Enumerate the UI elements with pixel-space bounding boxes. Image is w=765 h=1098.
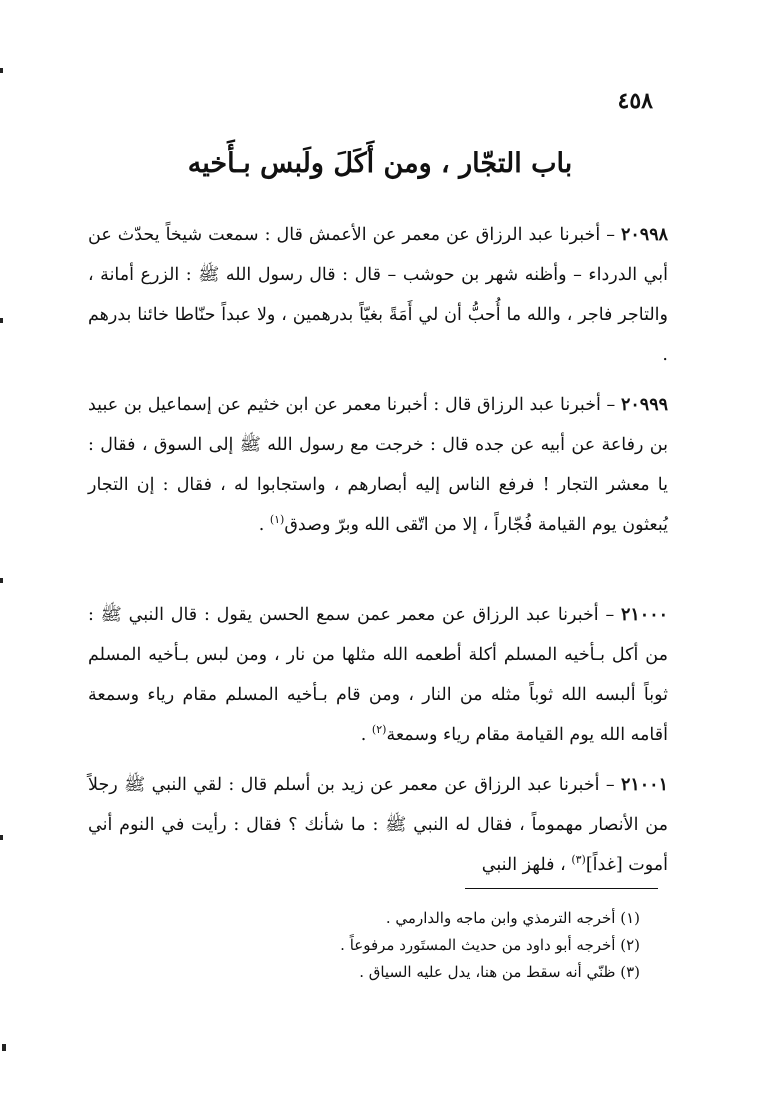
- hadith-text-end: .: [360, 725, 372, 745]
- footnote-reference: (٣): [571, 853, 586, 867]
- scan-margin-mark: [0, 578, 3, 583]
- footnote-text: ظنّي أنه سقط من هنا، يدل عليه السياق .: [359, 963, 616, 981]
- scan-margin-mark: [0, 318, 3, 323]
- chapter-title: باب التجّار ، ومن أَكَلَ ولَبس بـأَخيه: [187, 148, 573, 179]
- hadith-text: – أخبرنا عبد الرزاق عن معمر عمن سمع الحسن يقول : قال النبي ﷺ : من أكل بـأخيه المسلم أكلة أطعمه الله مثلها من نار ، ومن لبس بـأخيه المسلم ثوباً ألبسه الله ثوباً مثله من النار ، ومن قام بـأخيه المسلم مقام رياء وسمعة أقامه الله يوم القيامة مقام رياء وسمعة: [88, 605, 668, 745]
- footnote-marker: (٣): [620, 963, 640, 981]
- hadith-paragraph: [88, 385, 668, 545]
- hadith-text: – أخبرنا عبد الرزاق عن معمر عن زيد بن أسلم قال : لقي النبي ﷺ رجلاً من الأنصار مهموماً ، فقال له النبي ﷺ : ما شأنك ؟ فقال : رأيت في النوم أني أموت [غداً]: [88, 775, 668, 875]
- scan-margin-mark: [0, 68, 3, 73]
- footnote-item: [200, 932, 640, 959]
- footnote-reference: (١): [269, 513, 285, 527]
- footnote-marker: (١): [620, 909, 640, 927]
- hadith-number: ٢١٠٠١: [620, 775, 668, 795]
- hadith-text: – أخبرنا عبد الرزاق عن معمر عن الأعمش قال : سمعت شيخاً يحدّث عن أبي الدرداء – وأظنه شهر بن حوشب – قال : قال رسول الله ﷺ : الزرع أمانة ، والتاجر فاجر ، والله ما أُحبُّ أن لي أَمَةً بغيّاً بدرهمين ، ولا عبداً حنّاطا خائنا بدرهم .: [88, 225, 668, 365]
- footnote-item: [200, 959, 640, 986]
- footnote-marker: (٢): [620, 936, 640, 954]
- hadith-number: ٢٠٩٩٨: [621, 225, 668, 245]
- page-number: ٤٥٨: [617, 88, 653, 114]
- hadith-number: ٢٠٩٩٩: [621, 395, 668, 415]
- hadith-text-end: ، فلهز النبي: [481, 855, 572, 875]
- scan-margin-mark: [2, 1044, 6, 1051]
- hadith-number: ٢١٠٠٠: [621, 605, 668, 625]
- hadith-text-end: .: [258, 515, 270, 535]
- footnotes: [200, 905, 640, 986]
- hadith-text: – أخبرنا عبد الرزاق قال : أخبرنا معمر عن ابن خثيم عن إسماعيل بن عبيد بن رفاعة عن أبيه عن جده قال : خرجت مع رسول الله ﷺ إلى السوق ، فقال : يا معشر التجار ! فرفع الناس إليه أبصارهم ، واستجابوا له ، فقال : إن التجار يُبعثون يوم القيامة فُجّاراً ، إلا من اتّقى الله وبرّ وصدق: [88, 395, 668, 535]
- hadith-paragraph: [88, 215, 668, 375]
- footnote-divider: [465, 888, 658, 889]
- footnote-text: أخرجه الترمذي وابن ماجه والدارمي .: [385, 909, 616, 927]
- footnote-item: [200, 905, 640, 932]
- scan-margin-mark: [0, 835, 3, 840]
- footnote-text: أخرجه أبو داود من حديث المستَورد مرفوعاً .: [340, 936, 616, 954]
- footnote-reference: (٢): [371, 723, 387, 737]
- hadith-paragraph: [88, 595, 668, 755]
- hadith-paragraph: [88, 765, 668, 885]
